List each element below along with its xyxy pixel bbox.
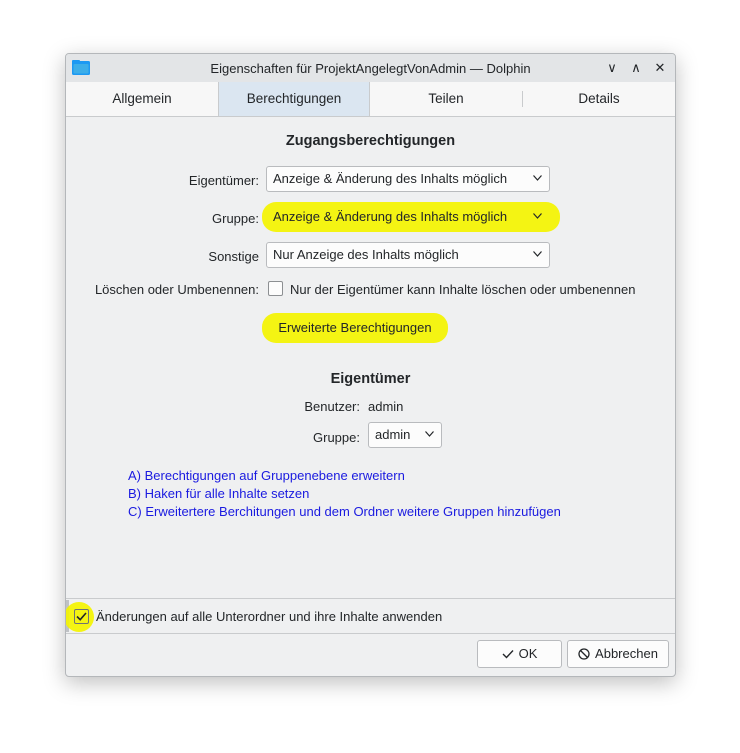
check-icon bbox=[502, 649, 514, 659]
chevron-down-icon bbox=[425, 431, 434, 437]
button-separator bbox=[66, 633, 675, 634]
note-a: A) Berechtigungen auf Gruppenebene erweitern bbox=[128, 468, 405, 483]
properties-dialog bbox=[65, 53, 676, 677]
others-permission-combo[interactable] bbox=[266, 242, 550, 268]
title-bar[interactable] bbox=[66, 54, 675, 83]
apply-recursive-label: Änderungen auf alle Unterordner und ihre Inhalte anwenden bbox=[96, 609, 443, 624]
check-icon bbox=[76, 611, 87, 622]
cancel-icon bbox=[578, 648, 590, 660]
others-permission-label: Sonstige bbox=[208, 249, 259, 264]
user-value: admin bbox=[368, 399, 404, 414]
tab-allgemein[interactable]: Allgemein bbox=[112, 91, 172, 106]
others-permission-value: Nur Anzeige des Inhalts möglich bbox=[273, 247, 459, 262]
tab-berechtigungen[interactable]: Berechtigungen bbox=[218, 82, 370, 116]
tab-bar bbox=[66, 82, 675, 117]
group-permission-label: Gruppe: bbox=[212, 211, 259, 226]
window-title: Eigenschaften für ProjektAngelegtVonAdmin — Dolphin bbox=[210, 61, 531, 76]
access-heading: Zugangsberechtigungen bbox=[285, 133, 456, 149]
owner-only-delete-checkbox[interactable] bbox=[268, 281, 283, 296]
close-button[interactable]: ✕ bbox=[654, 60, 666, 75]
owner-only-delete-label: Nur der Eigentümer kann Inhalte löschen oder umbenennen bbox=[290, 282, 636, 297]
owner-permission-label: Eigentümer: bbox=[188, 173, 259, 188]
owner-group-combo[interactable] bbox=[368, 422, 442, 448]
maximize-button[interactable]: ∧ bbox=[631, 60, 641, 75]
chevron-down-icon bbox=[533, 175, 542, 181]
cancel-button[interactable] bbox=[567, 640, 669, 668]
delete-rename-label: Löschen oder Umbenennen: bbox=[94, 282, 259, 297]
ownership-heading: Eigentümer bbox=[330, 371, 411, 387]
user-label: Benutzer: bbox=[304, 399, 360, 414]
chevron-down-icon bbox=[533, 213, 542, 219]
tab-details[interactable]: Details bbox=[578, 91, 620, 106]
group-permission-combo[interactable] bbox=[266, 204, 550, 230]
chevron-down-icon bbox=[533, 251, 542, 257]
footer-separator bbox=[66, 598, 675, 599]
owner-group-value: admin bbox=[375, 427, 411, 442]
minimize-button[interactable]: ∨ bbox=[607, 60, 617, 75]
owner-permission-value: Anzeige & Änderung des Inhalts möglich bbox=[273, 171, 508, 186]
owner-group-label: Gruppe: bbox=[313, 430, 360, 445]
permissions-page bbox=[66, 117, 675, 597]
apply-recursive-checkbox[interactable] bbox=[74, 609, 89, 624]
tab-teilen[interactable]: Teilen bbox=[428, 91, 464, 106]
note-c: C) Erweitertere Berchitungen und dem Ordner weitere Gruppen hinzufügen bbox=[128, 504, 561, 519]
ok-label: OK bbox=[518, 646, 538, 661]
group-permission-value: Anzeige & Änderung des Inhalts möglich bbox=[273, 209, 508, 224]
owner-permission-combo[interactable] bbox=[266, 166, 550, 192]
cancel-label: Abbrechen bbox=[595, 646, 658, 661]
advanced-permissions-button[interactable]: Erweiterte Berechtigungen bbox=[278, 320, 432, 335]
ok-button[interactable] bbox=[477, 640, 562, 668]
note-b: B) Haken für alle Inhalte setzen bbox=[128, 486, 310, 501]
